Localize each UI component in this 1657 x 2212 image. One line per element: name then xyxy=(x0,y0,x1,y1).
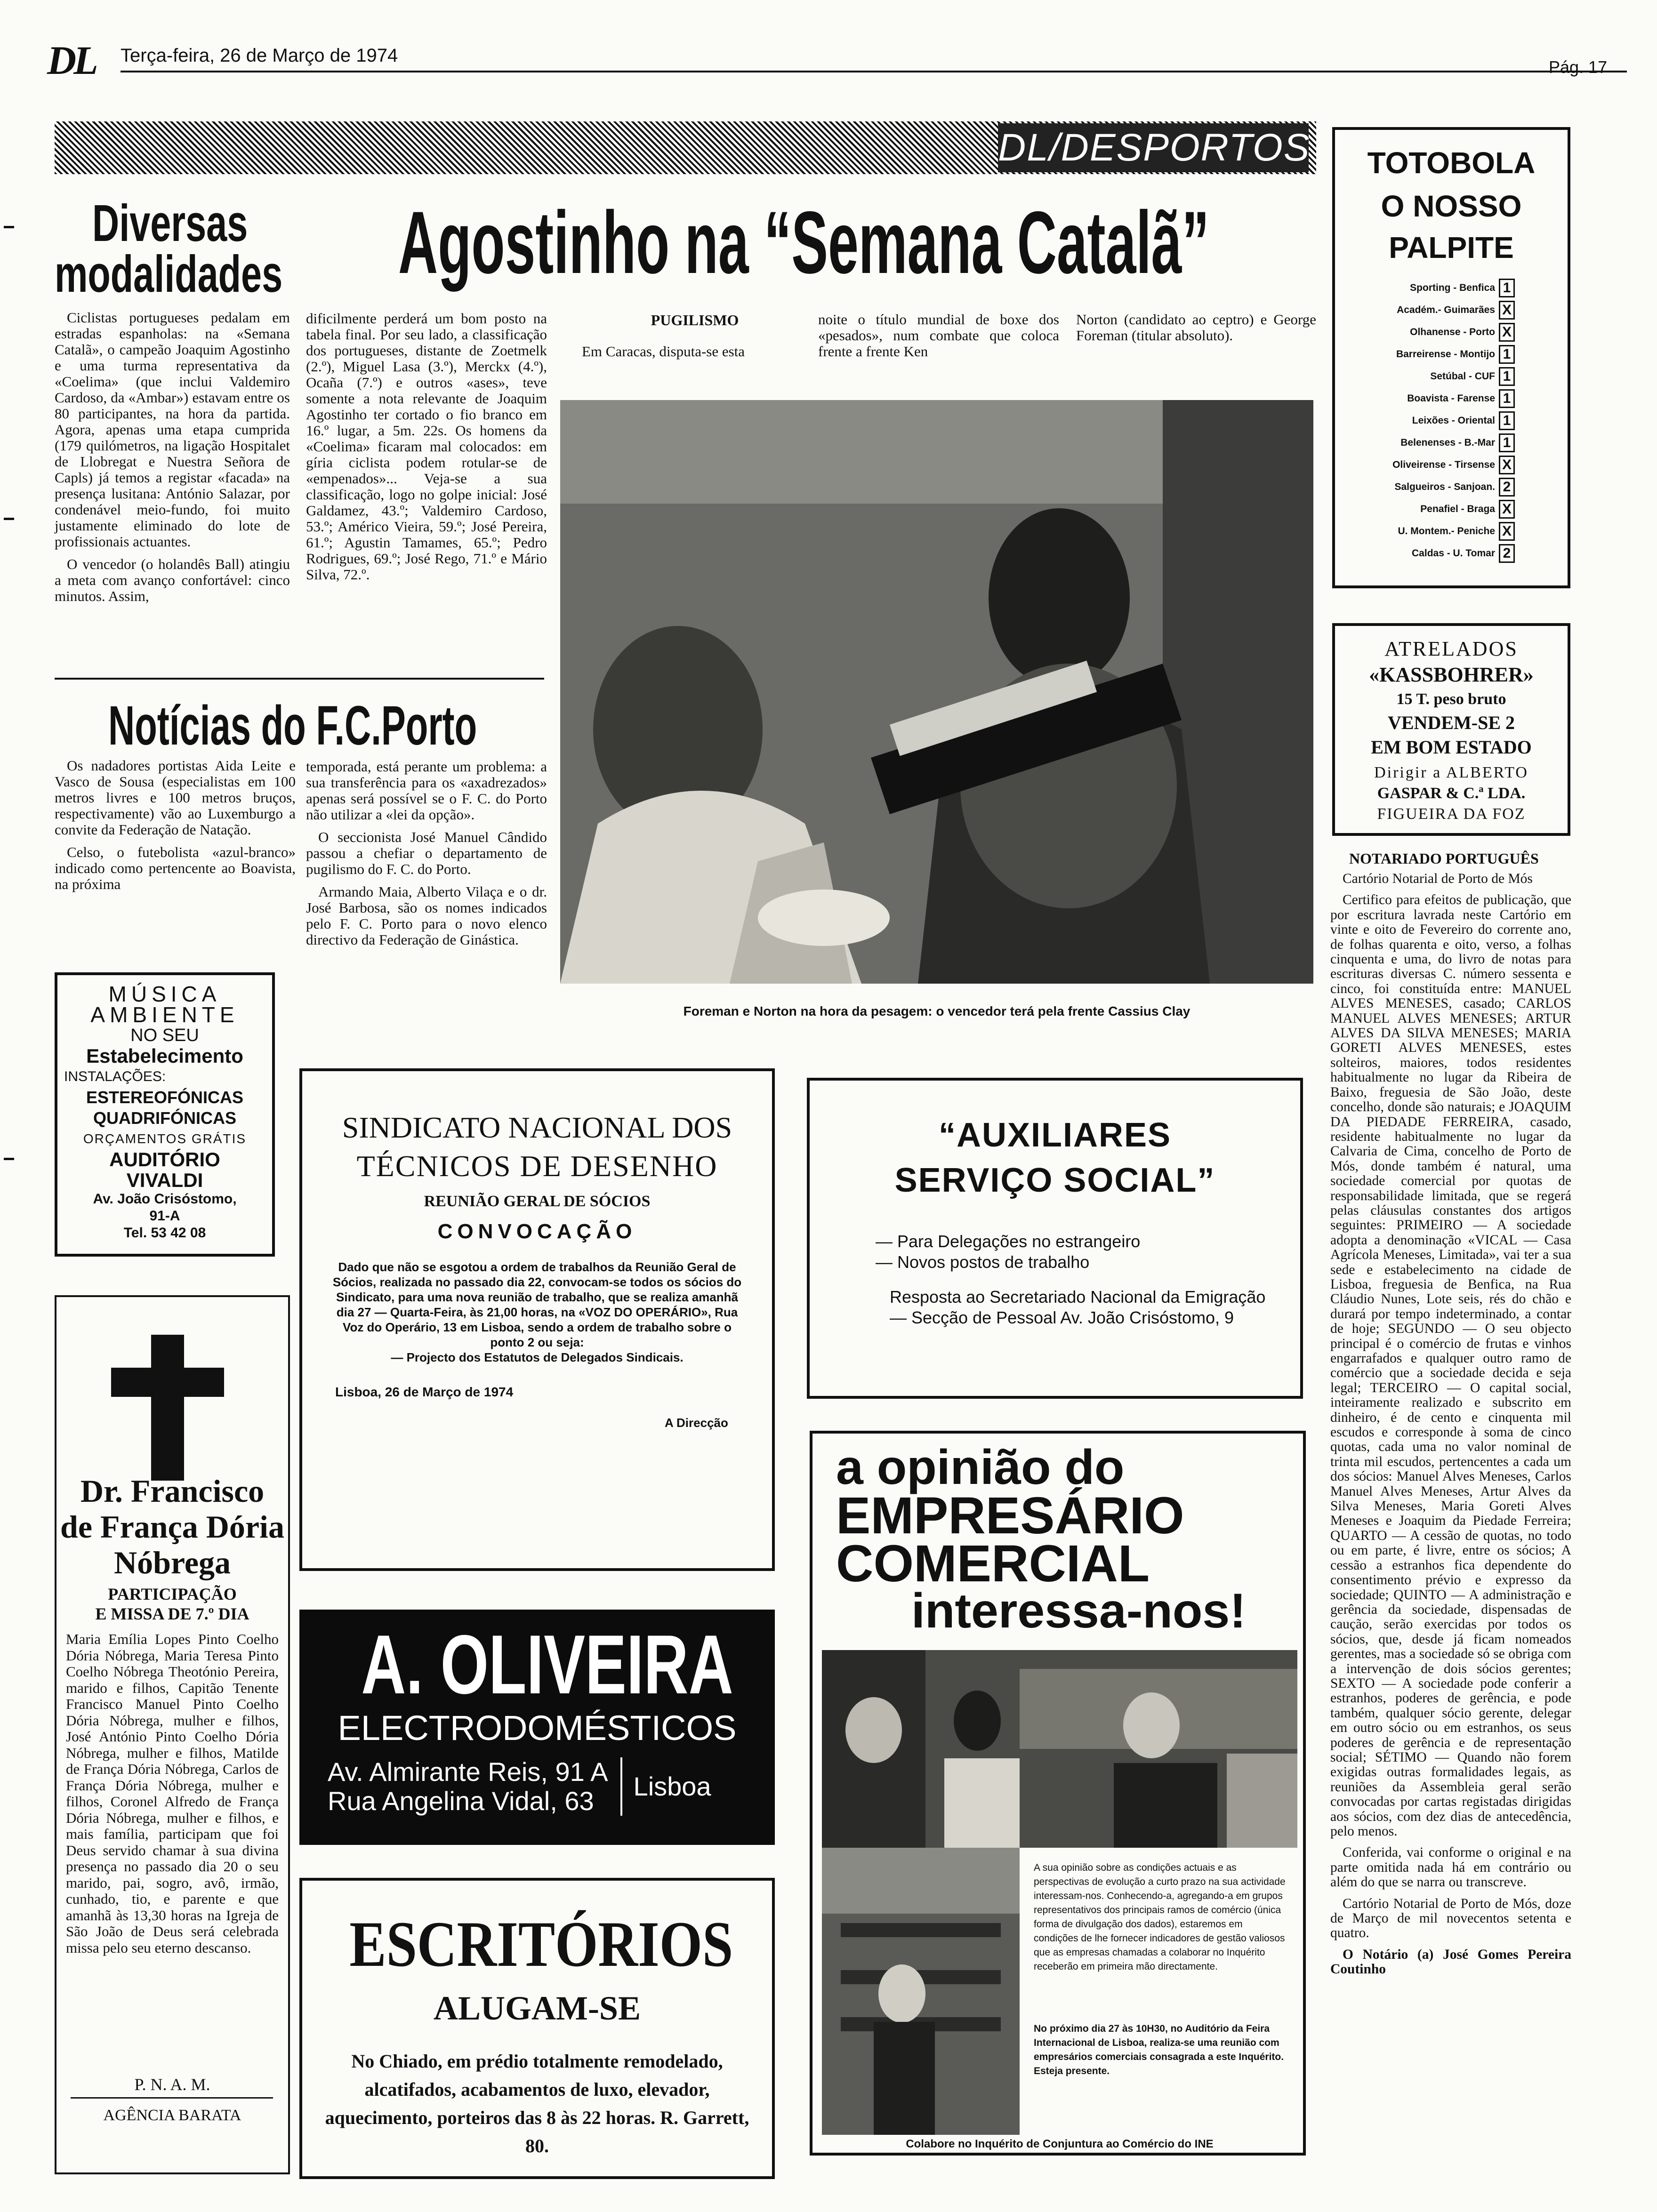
oliveira-ad xyxy=(299,1610,775,1845)
musica-line: 91-A xyxy=(149,1208,180,1224)
atrelados-line: VENDEM-SE 2 xyxy=(1387,712,1515,733)
obituary-subtitle xyxy=(56,1584,288,1624)
match-name: Setúbal - CUF xyxy=(1430,370,1495,382)
boxing-weigh-in-photo xyxy=(560,400,1313,984)
diversas-paragraph: O vencedor (o holandês Ball) atingiu a meta com avanço confortável: cinco minutos. Assim, xyxy=(55,556,290,604)
ine-headline-line: a opinião do xyxy=(836,1440,1125,1495)
prediction: X xyxy=(1499,500,1515,519)
prediction: 1 xyxy=(1499,279,1515,297)
ine-meeting: No próximo dia 27 às 10H30, no Auditório da Feira Internacional de Lisboa, realiza-se uma reunião com empresários comerciais consagrada a este Inquérito. Esteja presente. xyxy=(1034,2023,1284,2076)
fcporto-paragraph: Os nadadores portistas Aida Leite e Vasco de Sousa (especialistas em 100 metros livres e 100 metros bruços, respectivamente) vão ao Luxemburgo a convite da Federação de Natação. xyxy=(55,757,296,838)
totobola-row xyxy=(1363,542,1568,564)
auxiliares-response: Resposta ao Secretariado Nacional da Emigração — Secção de Pessoal Av. João Crisóstomo, 9 xyxy=(890,1287,1266,1327)
fcporto-column-2 xyxy=(306,759,547,954)
totobola-row xyxy=(1363,498,1568,520)
notariado-paragraph: Conferida, vai conforme o original e na parte omitida nada há em contrário ou além do que se narra ou transcreve. xyxy=(1330,1845,1571,1890)
oliveira-address-block xyxy=(328,1757,775,1816)
oliveira-address xyxy=(328,1757,622,1816)
fcporto-paragraph: O seccionista José Manuel Cândido passou a chefiar o departamento de pugilismo do F. C. do Porto. xyxy=(306,829,547,877)
pugilismo-column-2: noite o título mundial de boxe dos «pesados», num combate que coloca frente a frente Ken xyxy=(818,311,1059,360)
fcporto-top-rule xyxy=(55,678,544,680)
obituary-signature: P. N. A. M. xyxy=(134,2075,210,2094)
escritorios-ad xyxy=(299,1878,775,2179)
auxiliares-bullet: — Para Delegações no estrangeiro xyxy=(876,1232,1141,1251)
musica-line: ESTEREOFÓNICAS xyxy=(86,1088,244,1107)
left-edge-mark xyxy=(4,1158,14,1160)
funeral-agency: AGÊNCIA BARATA xyxy=(103,2107,241,2124)
ine-store-photo xyxy=(822,1848,1020,2135)
boxing-photo-caption: Foreman e Norton na hora da pesagem: o vencedor terá pela frente Cassius Clay xyxy=(683,1004,1190,1018)
pugilismo-column-3: Norton (candidato ao ceptro) e George Foreman (titular absoluto). xyxy=(1076,311,1316,344)
totobola-row xyxy=(1363,365,1568,387)
musica-line: VIVALDI xyxy=(126,1169,203,1191)
obituary-text: Maria Emília Lopes Pinto Coelho Dória Nóbrega, Maria Teresa Pinto Coelho Nóbrega Theotónio Pereira, marido e filhos, Capitão Tenente Francisco Manuel Pinto Coelho Dória Nóbrega, mulher e filhos, José António Pinto Coelho Dória Nóbrega, mulher e filhos, Matilde de França Dória Nóbrega, Carlos de França Dória Nóbrega, mulher e filhos, Coronel Alfredo de França Dória Nóbrega, mulher e filhos, e mais família, participam que foi Deus servido chamar à sua divina presença no passado dia 20 o seu marido, pai, sogro, avô, irmão, cunhado, tio, e parente e que amanhã às 13,30 horas na Igreja de São João de Deus será celebrada missa pelo seu eterno descanso. xyxy=(66,1631,279,1956)
ine-shop-photo xyxy=(822,1650,1297,1848)
musica-line: QUADRIFÓNICAS xyxy=(93,1108,236,1128)
atrelados-line: GASPAR & C.ª LDA. xyxy=(1377,785,1526,802)
fcporto-paragraph: Celso, o futebolista «azul-branco» indicado como pertencente ao Boavista, na próxima xyxy=(55,844,296,892)
totobola-row xyxy=(1363,277,1568,299)
section-title: DL/DESPORTOS xyxy=(998,123,1309,172)
fcporto-title: Notícias do F.C.Porto xyxy=(108,695,477,757)
match-name: Oliveirense - Tirsense xyxy=(1392,459,1495,470)
atrelados-ad xyxy=(1332,623,1570,836)
escritorios-title: ESCRITÓRIOS xyxy=(349,1908,733,1980)
obituary-name-line: Dr. Francisco xyxy=(80,1473,265,1509)
musica-line: AMBIENTE xyxy=(90,1002,239,1027)
totobola-list xyxy=(1363,277,1568,564)
totobola-box xyxy=(1332,127,1570,588)
totobola-row xyxy=(1363,454,1568,476)
sindicato-item: — Projecto dos Estatutos de Delegados Sindicais. xyxy=(391,1350,684,1364)
escritorios-body: No Chiado, em prédio totalmente remodelado, alcatifados, acabamentos de luxo, elevador, aquecimento, porteiros das 8 às 22 horas. R. Garrett, 80. xyxy=(325,2051,749,2156)
fcporto-column-1 xyxy=(55,758,296,899)
prediction: 1 xyxy=(1499,411,1515,430)
totobola-row xyxy=(1363,432,1568,454)
musica-line: MÚSICA xyxy=(108,982,221,1006)
totobola-title: TOTOBOLA xyxy=(1367,146,1536,180)
match-name: Salgueiros - Sanjoan. xyxy=(1394,481,1495,492)
diversas-paragraph: dificilmente perderá um bom posto na tabela final. Por seu lado, a classificação dos portugueses, distante de Zoetmelk (2.º), Miguel Lasa (3.º), Merckx (4.º), Ocaña (7.º) e outros «ases», teve somente a nota relevante de Joaquim Agostinho ter cortado o fio branco em 16.º lugar, a 5m. 22s. Os homens da «Coelima» ficaram mal colocados: em gíria ciclista podem rotular-se de «empenados»... Veja-se a sua classificação, logo no golpe inicial: José Galdamez, 43.º; Valdemiro Cardoso, 53.º; Américo Vieira, 59.º; José Pereira, 61.º; Agustin Tamames, 65.º; Pedro Rodrigues, 69.º; José Rego, 71.º e Mário Silva, 72.º. xyxy=(306,310,547,583)
oliveira-category: ELECTRODOMÉSTICOS xyxy=(338,1708,737,1747)
atrelados-line: «KASSBOHRER» xyxy=(1369,663,1534,686)
masthead-logo: DL xyxy=(47,38,96,83)
prediction: X xyxy=(1499,522,1515,541)
prediction: 1 xyxy=(1499,389,1515,408)
prediction: 1 xyxy=(1499,345,1515,364)
notariado-body xyxy=(1330,872,1571,1984)
match-name: Académ.- Guimarães xyxy=(1397,304,1495,315)
oliveira-name: A. OLIVEIRA xyxy=(361,1618,733,1711)
ine-shop-photo-graphic xyxy=(822,1650,1297,1848)
ine-headline-line: COMERCIAL xyxy=(836,1535,1150,1593)
obituary-subtitle-line: PARTICIPAÇÃO xyxy=(108,1585,237,1603)
header-rule xyxy=(121,71,1627,72)
prediction: 1 xyxy=(1499,433,1515,452)
ine-footer: Colabore no Inquérito de Conjuntura ao Comércio do INE xyxy=(906,2138,1214,2150)
auxiliares-ad xyxy=(807,1078,1303,1399)
ine-body: A sua opinião sobre as condições actuais e as perspectivas de evolução a curto prazo na sua actividade interessam-nos. Conhecendo-a, agregando-a em grupos representativos dos principais ramos de comércio (única forma de divulgação dos dados), estaremos em condições de lhe fornecer indicadores de gestão valiosos que as empresas chamadas a colaborar no Inquérito receberão em primeira mão directamente. xyxy=(1034,1862,1286,1972)
prediction: X xyxy=(1499,301,1515,320)
musica-line: NO SEU xyxy=(130,1026,199,1045)
sindicato-title-line: SINDICATO NACIONAL DOS xyxy=(342,1111,732,1144)
obituary-name-line: de França Dória xyxy=(60,1509,284,1545)
notariado-paragraph: Cartório Notarial de Porto de Mós xyxy=(1343,871,1533,886)
oliveira-city: Lisboa xyxy=(633,1771,711,1801)
notariado-title: NOTARIADO PORTUGUÊS xyxy=(1349,850,1539,867)
match-name: Penafiel - Braga xyxy=(1420,503,1495,514)
cross-icon xyxy=(111,1335,224,1481)
musica-ambiente-ad xyxy=(55,972,275,1257)
notariado-signature: O Notário (a) José Gomes Pereira Coutinho xyxy=(1330,1947,1571,1977)
diversas-column-1 xyxy=(55,310,290,611)
notariado-paragraph: Certifico para efeitos de publicação, que por escritura lavrada neste Cartório em vinte e oito de Fevereiro do corrente ano, de folhas quarenta e oito, verso, a folhas cinquenta e uma, do livro de notas para escrituras diversas C. número sessenta e cinco, foi constituída entre: MANUEL ALVES MENESES, casado; CARLOS MANUEL ALVES MENESES; ARTUR ALVES DA SILVA MENESES; MARIA GORETI ALVES MENESES, estes solteiros, maiores, todos residentes habitualmente no lugar da Ribeira de Baixo, freguesia de São João, deste concelho, donde são naturais; e JOAQUIM DA PIEDADE FERREIRA, casado, residente habitualmente no lugar da Calvaria de Cima, concelho de Porto de Mós, donde também é natural, uma sociedade comercial por quotas de responsabilidade limitada, que se regerá pelas cláusulas constantes dos artigos seguintes: PRIMEIRO — A sociedade adopta a denominação «VICAL — Casa Agrícola Meneses, Limitada», vai ter a sua sede e estabelecimento na cidade de Lisboa, freguesia de Benfica, na Rua Cláudio Nunes, Lote seis, rés do chão e durará por tempo indeterminado, a contar de hoje; SEGUNDO — O seu objecto principal é o comércio de frutas e vinhos engarrafados e qualquer outro ramo de comércio que a sociedade decida e seja legal; TERCEIRO — O capital social, inteiramente realizado e subscrito em dinheiro, é de cento e cinquenta mil escudos e corresponde à soma de cinco quotas, cada uma no valor nominal de trinta mil escudos, pertencentes a cada um dos sócios: Manuel Alves Meneses, Carlos Manuel Alves Meneses, Artur Alves da Silva Meneses, Maria Goreti Alves Meneses e Joaquim da Piedade Ferreira; QUARTO — A cessão de quotas, no todo ou em parte, é livre, entre os sócios; A cessão a estranhos fica dependente do consentimento prévio e expresso da sociedade; QUINTO — A administração e gerência da sociedade, dispensadas de caução, serão exercidas por todos os sócios, que, desde já ficam nomeados gerentes, mas a sociedade só se obriga com a intervenção de dois sócios gerentes; SEXTO — A sociedade pode conferir a estranhos, poderes de gerência, e pode também, qualquer sócio gerente, delegar em outro sócio ou em estranhos, os seus poderes de gerência e de representação social; SÉTIMO — Quando não forem exigidas outras formalidades legais, as reuniões da Assembleia geral serão convocadas por cartas registadas dirigidas aos sócios, com dez dias de antecedência, pelo menos. xyxy=(1330,892,1571,1839)
match-name: Olhanense - Porto xyxy=(1410,326,1495,337)
oliveira-address-line: Rua Angelina Vidal, 63 xyxy=(328,1786,594,1816)
sindicato-signature: A Direcção xyxy=(665,1416,728,1430)
match-name: Boavista - Farense xyxy=(1407,393,1495,404)
totobola-subtitle-2: PALPITE xyxy=(1389,231,1514,264)
ine-ad xyxy=(810,1431,1306,2156)
atrelados-line: ATRELADOS xyxy=(1384,637,1518,660)
prediction: X xyxy=(1499,323,1515,342)
musica-line: Av. João Crisóstomo, xyxy=(93,1191,237,1207)
auxiliares-title-line: SERVIÇO SOCIAL” xyxy=(894,1162,1215,1199)
musica-line: Estabelecimento xyxy=(86,1045,243,1067)
notariado-paragraph: Cartório Notarial de Porto de Mós, doze de Março de mil novecentos setenta e quatro. xyxy=(1330,1896,1571,1941)
oliveira-address-line: Av. Almirante Reis, 91 A xyxy=(328,1757,608,1787)
match-name: Caldas - U. Tomar xyxy=(1412,547,1495,559)
fcporto-paragraph: temporada, está perante um problema: a sua transferência para os «axadrezados» apenas será possível se o F. C. do Porto não utilizar a «lei da opção». xyxy=(306,758,547,823)
pugilismo-column-1: Em Caracas, disputa-se esta xyxy=(582,343,745,360)
diversas-paragraph: Ciclistas portugueses pedalam em estradas espanholas: na «Semana Catalã», o campeão Joaquim Agostinho e uma turma representativa da «Coelima» (que inclui Valdemiro Cardoso, da «Ambar») estavam entre os 80 participantes, na hora da partida. Agora, apenas uma etapa cumprida (179 quilómetros, na ligação Hospitalet de Llobregat e Nuestra Señora de Capls) já temos a registar «facada» na presença lusitana: António Salazar, por condenável meio-fundo, foi muito justamente eliminado do lote de profissionais actuantes. xyxy=(55,309,290,550)
prediction: X xyxy=(1499,456,1515,474)
sindicato-convocacao: CONVOCAÇÃO xyxy=(437,1220,637,1243)
atrelados-line: EM BOM ESTADO xyxy=(1371,737,1532,758)
totobola-row xyxy=(1363,321,1568,343)
totobola-row xyxy=(1363,299,1568,321)
musica-line: ORÇAMENTOS GRÁTIS xyxy=(83,1131,247,1146)
ine-store-photo-graphic xyxy=(822,1848,1020,2135)
totobola-row xyxy=(1363,409,1568,432)
page-number: Pág. 17 xyxy=(1549,57,1608,77)
match-name: U. Montem.- Peniche xyxy=(1398,525,1495,537)
sindicato-title-line: TÉCNICOS DE DESENHO xyxy=(356,1149,718,1183)
boxing-photo-graphic xyxy=(560,400,1313,984)
sindicato-body: Dado que não se esgotou a ordem de trabalhos da Reunião Geral de Sócios, realizada no passado dia 22, convocam-se todos os sócios do Sindicato, para uma nova reunião de trabalho, que se realiza amanhã dia 27 — Quarta-Feira, às 21,00 horas, na «VOZ DO OPERÁRIO», Rua Voz do Operário, 13 em Lisboa, sendo a ordem de trabalho sobre o ponto 2 ou seja: xyxy=(332,1260,742,1349)
musica-line: INSTALAÇÕES: xyxy=(64,1069,166,1084)
obituary-subtitle-line: E MISSA DE 7.º DIA xyxy=(95,1604,249,1623)
diversas-title-line2: modalidades xyxy=(55,245,283,303)
obituary-name xyxy=(56,1473,288,1580)
atrelados-line: 15 T. peso bruto xyxy=(1396,690,1506,708)
match-name: Belenenses - B.-Mar xyxy=(1400,437,1495,448)
diversas-column-2 xyxy=(306,311,547,589)
sindicato-subtitle: REUNIÃO GERAL DE SÓCIOS xyxy=(424,1193,651,1210)
diversas-title-line1: Diversas xyxy=(92,194,248,252)
atrelados-line: Dirigir a ALBERTO xyxy=(1374,764,1528,781)
totobola-row xyxy=(1363,387,1568,409)
match-name: Leixões - Oriental xyxy=(1412,415,1495,426)
agostinho-headline: Agostinho na “Semana Catalã” xyxy=(398,193,1209,292)
atrelados-line: FIGUEIRA DA FOZ xyxy=(1377,805,1526,823)
auxiliares-title-line: “AUXILIARES xyxy=(938,1116,1172,1154)
totobola-row xyxy=(1363,476,1568,498)
escritorios-subtitle: ALUGAM-SE xyxy=(433,1989,641,2027)
prediction: 2 xyxy=(1499,478,1515,497)
auxiliares-bullet: — Novos postos de trabalho xyxy=(876,1252,1090,1272)
match-name: Sporting - Benfica xyxy=(1410,282,1495,293)
totobola-row xyxy=(1363,343,1568,365)
sindicato-ad xyxy=(299,1068,775,1571)
issue-date: Terça-feira, 26 de Março de 1974 xyxy=(121,45,398,66)
ine-headline-line: EMPRESÁRIO xyxy=(836,1487,1184,1545)
sindicato-date: Lisboa, 26 de Março de 1974 xyxy=(335,1385,514,1399)
totobola-row xyxy=(1363,520,1568,542)
fcporto-paragraph: Armando Maia, Alberto Vilaça e o dr. José Barbosa, são os nomes indicados pelo F. C. Porto para o novo elenco directivo da Federação de Ginástica. xyxy=(306,883,547,948)
musica-line: AUDITÓRIO xyxy=(109,1148,220,1170)
totobola-subtitle: O NOSSO xyxy=(1381,189,1522,223)
left-edge-mark xyxy=(4,226,14,228)
prediction: 1 xyxy=(1499,367,1515,386)
left-edge-mark xyxy=(4,518,14,520)
prediction: 2 xyxy=(1499,544,1515,563)
match-name: Barreirense - Montijo xyxy=(1396,348,1495,360)
ine-headline-line: interessa-nos! xyxy=(911,1584,1246,1638)
pugilismo-heading: PUGILISMO xyxy=(651,312,739,329)
musica-line: Tel. 53 42 08 xyxy=(123,1225,206,1241)
obituary-rule xyxy=(71,2097,273,2099)
obituary-name-line: Nóbrega xyxy=(113,1545,231,1580)
